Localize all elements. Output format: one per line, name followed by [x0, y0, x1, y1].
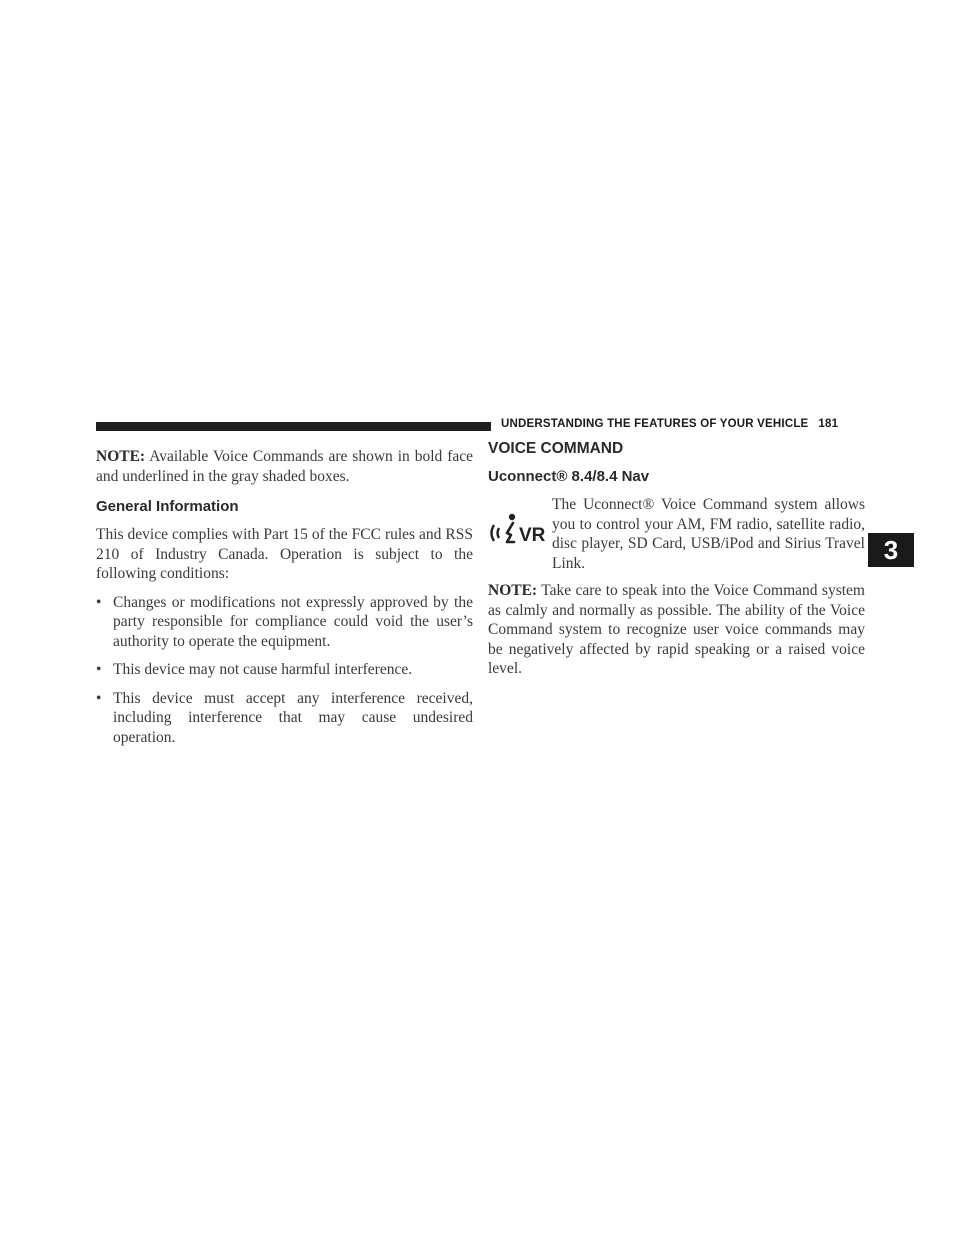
right-column [488, 440, 865, 679]
list-item [96, 689, 473, 748]
note-paragraph [96, 447, 473, 486]
list-item-text: This device must accept any interference received, including interference that may cause undesired operation. [113, 689, 473, 746]
page-number: 181 [818, 418, 839, 430]
voice-intro-block [488, 495, 865, 575]
voice-command-heading: VOICE COMMAND [488, 440, 624, 457]
vr-label: VR [519, 525, 546, 546]
list-item [96, 593, 473, 652]
bullet-glyph: • [96, 661, 102, 678]
list-item-text: Changes or modifications not expressly approved by the party responsible for compliance could void the user’s authority to operate the equipment. [113, 593, 473, 650]
bullet-glyph: • [96, 593, 102, 611]
left-column [96, 447, 473, 747]
list-item [96, 660, 473, 680]
bullet-glyph: • [96, 689, 102, 707]
uconnect-subheading: Uconnect® 8.4/8.4 Nav [488, 468, 650, 485]
general-information-text: This device complies with Part 15 of the FCC rules and RSS 210 of Industry Canada. Operation is subject to the following conditions: [96, 526, 473, 582]
note-label: NOTE: [96, 448, 146, 465]
voice-recognition-icon [488, 511, 546, 551]
list-item-text: This device may not cause harmful interference. [113, 661, 413, 678]
note-text: Available Voice Commands are shown in bold face and underlined in the gray shaded boxes. [96, 448, 473, 485]
general-information-heading: General Information [96, 498, 239, 515]
conditions-list [96, 593, 473, 748]
voice-note-paragraph [488, 581, 865, 679]
chapter-tab: 3 [868, 533, 914, 567]
running-header [501, 418, 838, 430]
header-rule [96, 422, 491, 431]
section-title: UNDERSTANDING THE FEATURES OF YOUR VEHICLE [501, 418, 809, 430]
note-text: Take care to speak into the Voice Command system as calmly and normally as possible. The ability of the Voice Command system to recognize user voice commands may be negatively affected by rapid speaking or a raised voice level. [488, 582, 865, 677]
voice-intro-text: The Uconnect® Voice Command system allows you to control your AM, FM radio, satellite radio, disc player, SD Card, USB/iPod and Sirius Travel Link. [552, 496, 865, 572]
note-label: NOTE: [488, 582, 538, 599]
